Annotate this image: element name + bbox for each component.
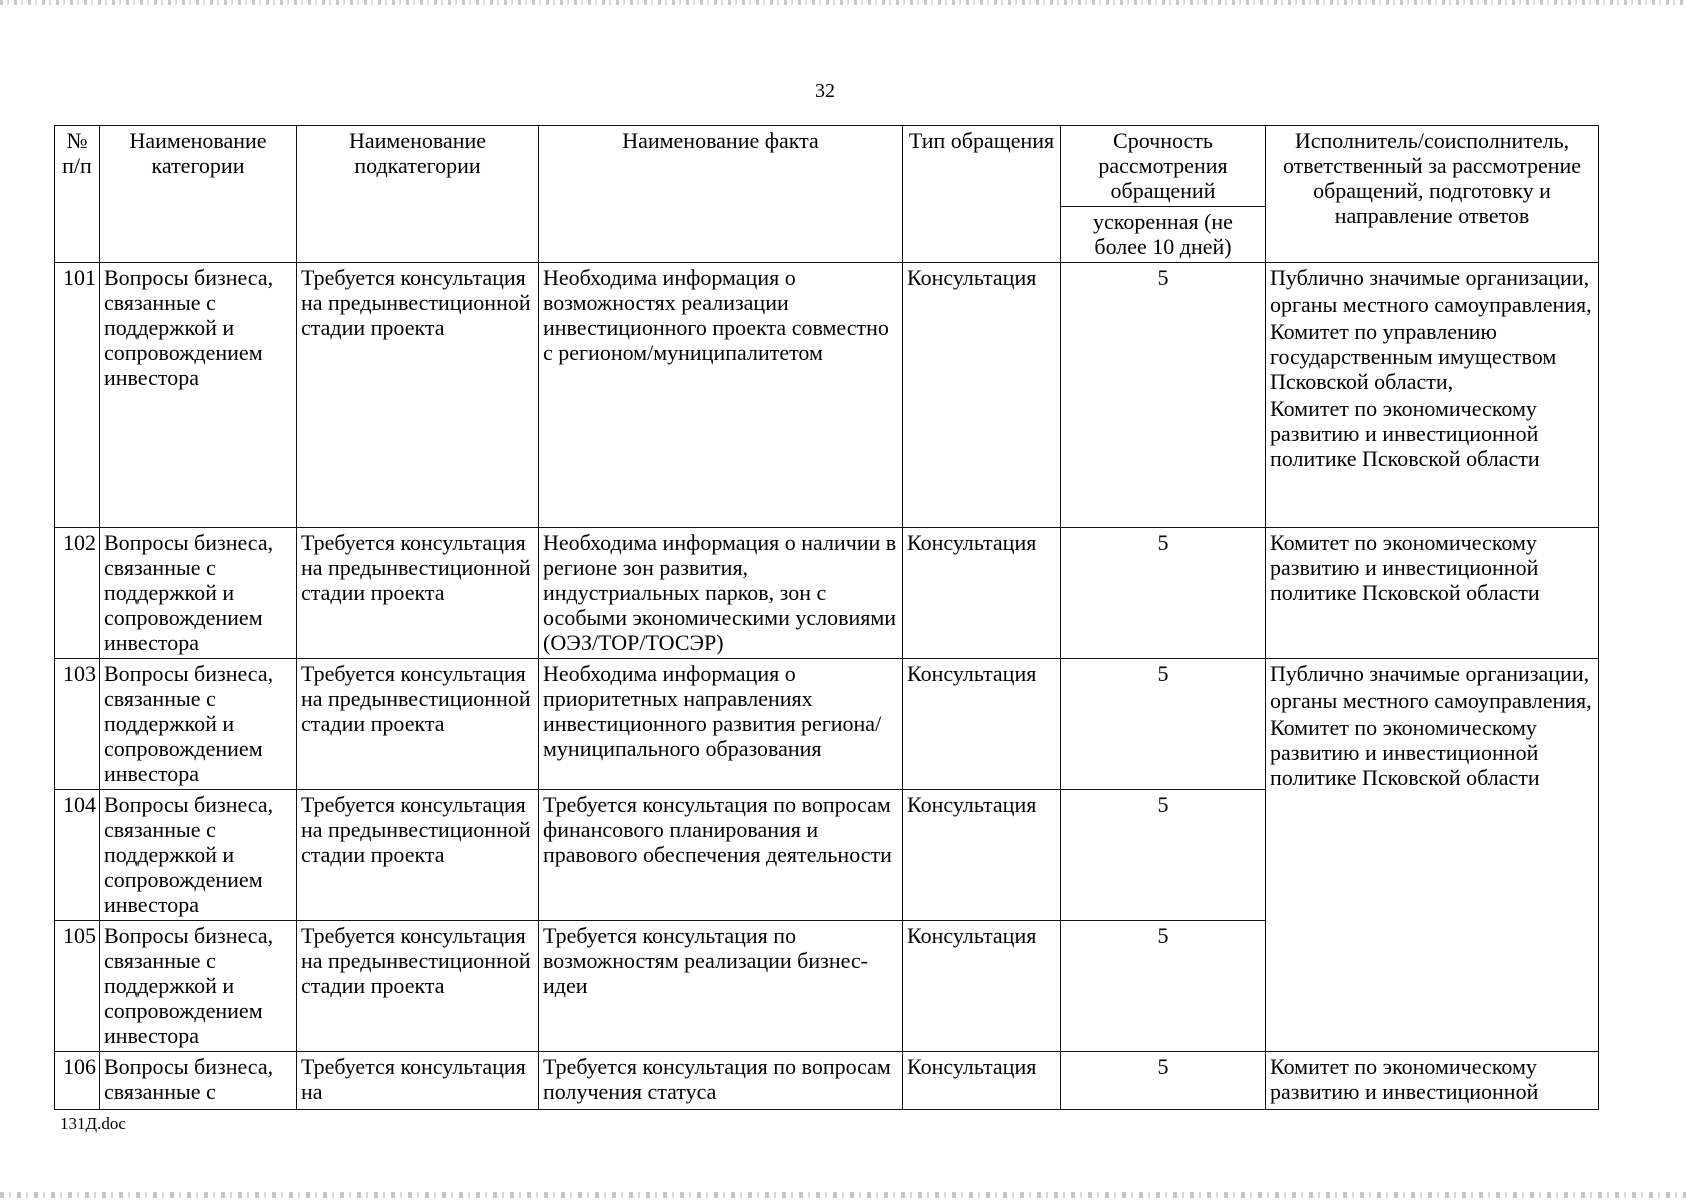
row-num: 104 [55, 790, 100, 921]
row-executor [1266, 528, 1599, 659]
row-subcategory: Требуется консультация на предынвестиционной стадии проекта [297, 528, 539, 659]
row-category: Вопросы бизнеса, связанные с [100, 1052, 297, 1110]
row-num: 101 [55, 263, 100, 528]
table-row [55, 528, 1599, 659]
row-executor [1266, 263, 1599, 528]
page-number: 32 [815, 80, 835, 102]
row-urgency: 5 [1061, 659, 1266, 790]
row-type: Консультация [903, 263, 1061, 528]
row-urgency: 5 [1061, 790, 1266, 921]
table-row [55, 1052, 1599, 1110]
executor-line: Комитет по экономическому развитию и инвестиционной политике Псковской области [1270, 396, 1540, 471]
header-category: Наименование категории [100, 126, 297, 263]
row-fact: Необходима информация о наличии в регионе зон развития, индустриальных парков, зон с особыми экономическими условиями (ОЭЗ/ТОР/ТОСЭР) [539, 528, 903, 659]
row-subcategory: Требуется консультация на предынвестиционной стадии проекта [297, 790, 539, 921]
header-fact: Наименование факта [539, 126, 903, 263]
row-type: Консультация [903, 528, 1061, 659]
row-type: Консультация [903, 1052, 1061, 1110]
executor-line: Публично значимые организации, [1270, 265, 1590, 290]
footer-filename: 131Д.doc [60, 1114, 126, 1133]
row-category: Вопросы бизнеса, связанные с поддержкой и сопровождением инвестора [100, 263, 297, 528]
header-urgency-accelerated: ускоренная (не более 10 дней) [1061, 207, 1266, 263]
executor-line: Комитет по экономическому развитию и инвестиционной политике Псковской области [1270, 715, 1540, 790]
header-urgency: Срочность рассмотрения обращений [1061, 126, 1266, 207]
row-urgency: 5 [1061, 921, 1266, 1052]
row-subcategory: Требуется консультация на предынвестиционной стадии проекта [297, 263, 539, 528]
row-fact: Требуется консультация по вопросам финансового планирования и правового обеспечения деятельности [539, 790, 903, 921]
row-num: 106 [55, 1052, 100, 1110]
row-fact: Необходима информация о приоритетных направлениях инвестиционного развития региона/муниципального образования [539, 659, 903, 790]
row-category: Вопросы бизнеса, связанные с поддержкой и сопровождением инвестора [100, 790, 297, 921]
row-subcategory: Требуется консультация на [297, 1052, 539, 1110]
executor-line: Публично значимые организации, [1270, 661, 1590, 686]
row-urgency: 5 [1061, 528, 1266, 659]
row-type: Консультация [903, 790, 1061, 921]
row-category: Вопросы бизнеса, связанные с поддержкой и сопровождением инвестора [100, 528, 297, 659]
executor-line: Комитет по экономическому развитию и инвестиционной политике Псковской области [1270, 530, 1540, 605]
row-category: Вопросы бизнеса, связанные с поддержкой и сопровождением инвестора [100, 921, 297, 1052]
table-row [55, 263, 1599, 528]
scan-edge-bottom [0, 1192, 1686, 1198]
scan-edge-top [0, 0, 1686, 5]
appeals-table [54, 125, 1599, 1110]
table-row [55, 659, 1599, 790]
header-subcategory: Наименование подкатегории [297, 126, 539, 263]
row-type: Консультация [903, 921, 1061, 1052]
executor-line: органы местного самоуправления, [1270, 688, 1592, 713]
row-urgency: 5 [1061, 263, 1266, 528]
row-subcategory: Требуется консультация на предынвестиционной стадии проекта [297, 921, 539, 1052]
row-subcategory: Требуется консультация на предынвестиционной стадии проекта [297, 659, 539, 790]
row-fact: Требуется консультация по вопросам получения статуса [539, 1052, 903, 1110]
row-type: Консультация [903, 659, 1061, 790]
row-urgency: 5 [1061, 1052, 1266, 1110]
row-category: Вопросы бизнеса, связанные с поддержкой и сопровождением инвестора [100, 659, 297, 790]
row-num: 103 [55, 659, 100, 790]
header-executor: Исполнитель/соисполнитель, ответственный за рассмотрение обращений, подготовку и направление ответов [1266, 126, 1599, 263]
header-num: № п/п [55, 126, 100, 263]
row-fact: Требуется консультация по возможностям реализации бизнес-идеи [539, 921, 903, 1052]
row-fact: Необходима информация о возможностях реализации инвестиционного проекта совместно с регионом/муниципалитетом [539, 263, 903, 528]
row-executor [1266, 1052, 1599, 1110]
row-num: 105 [55, 921, 100, 1052]
row-num: 102 [55, 528, 100, 659]
executor-line: Комитет по управлению государственным имуществом Псковской области, [1270, 319, 1557, 394]
header-type: Тип обращения [903, 126, 1061, 263]
executor-line: органы местного самоуправления, [1270, 292, 1592, 317]
table-header-row [55, 126, 1599, 207]
executor-line: Комитет по экономическому развитию и инвестиционной [1270, 1054, 1539, 1104]
row-executor [1266, 659, 1599, 1052]
